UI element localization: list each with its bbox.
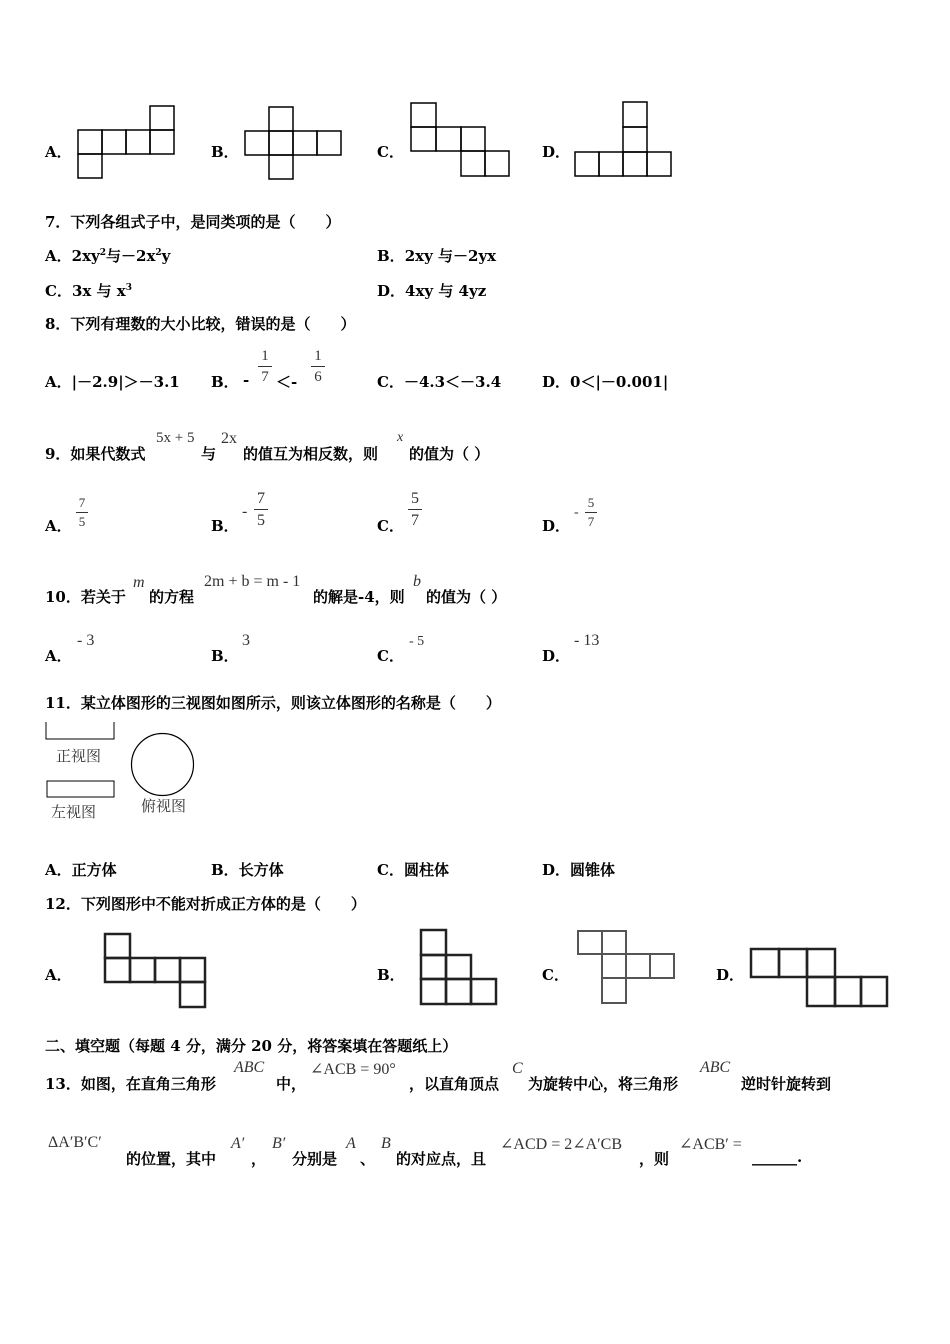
q12-stem: 12．下列图形中不能对折成正方体的是（ ）	[45, 895, 366, 913]
q10-stem-mid-2: 的解是-4，则	[313, 588, 405, 606]
q11-left-view-label: 左视图	[51, 803, 97, 821]
q11-left-view	[46, 780, 118, 800]
q10-option-b-label: B．	[211, 647, 239, 665]
q10-option-a-label: A．	[45, 647, 72, 665]
q11-top-view	[130, 732, 196, 798]
section-2-title: 二、填空题（每题 4 分，满分 20 分，将答案填在答题纸上）	[45, 1037, 458, 1055]
q11-option-c: C．圆柱体	[377, 861, 449, 879]
q8-option-b-label: B．	[211, 373, 239, 391]
q10-stem-end: 的值为（ ）	[426, 588, 507, 606]
q12-net-c	[576, 929, 680, 1007]
q13-point-b: B	[381, 1135, 391, 1152]
q13-separator: 、	[360, 1150, 376, 1168]
q9-option-d-sign: -	[574, 505, 579, 520]
q7-option-b: B．2xy 与－2yx	[377, 247, 497, 265]
q8-option-b-fraction-1: 1 7	[258, 348, 272, 385]
q11-stem: 11．某立体图形的三视图如图所示，则该立体图形的名称是（ ）	[45, 694, 501, 712]
q13-answer-blank[interactable]: ______.	[752, 1148, 803, 1166]
q9-option-c-label: C．	[377, 517, 404, 535]
q7-option-c: C．3x 与 $x^3$	[45, 282, 132, 300]
q10-option-c-value: - 5	[409, 634, 425, 649]
q10-var-b: b	[413, 573, 421, 590]
q9-expr-1: 5x + 5	[156, 430, 195, 446]
q6-option-a-label: A．	[45, 143, 72, 161]
q9-option-b-sign: -	[242, 503, 248, 520]
q9-option-b-fraction: 7 5	[254, 490, 268, 529]
q10-option-d-label: D．	[542, 647, 571, 665]
q13-text-6: 的位置，其中	[126, 1150, 217, 1168]
q6-net-b	[244, 106, 344, 182]
q13-b-prime: B′	[272, 1135, 286, 1152]
q12-option-d-label: D．	[716, 966, 745, 984]
q6-net-a	[78, 105, 178, 180]
q9-stem-start: 9．如果代数式	[45, 445, 146, 463]
q7-option-d: D．4xy 与 4yz	[377, 282, 487, 300]
q11-front-view	[45, 722, 117, 742]
q8-stem: 8．下列有理数的大小比较，错误的是（ ）	[45, 315, 356, 333]
q8-option-c: C．－4.3＜－3.4	[377, 373, 502, 391]
q9-option-a-fraction: 7 5	[76, 496, 88, 529]
q13-abc-1: ABC	[234, 1059, 265, 1076]
q13-text-2: 中，	[276, 1075, 307, 1093]
q13-point-c: C	[512, 1060, 523, 1077]
q12-net-a	[103, 932, 209, 1010]
q13-abc-2: ABC	[700, 1059, 731, 1076]
q9-var-x: x	[397, 430, 404, 445]
q12-option-b-label: B．	[377, 966, 405, 984]
q12-option-c-label: C．	[542, 966, 569, 984]
q13-point-a: A	[346, 1135, 356, 1152]
q13-text-1: 13．如图，在直角三角形	[45, 1075, 216, 1093]
q10-equation: 2m + b = m - 1	[204, 573, 301, 590]
q13-comma: ，	[251, 1150, 267, 1168]
q9-stem-end: 的值为（ ）	[409, 445, 490, 463]
q12-option-a-label: A．	[45, 966, 72, 984]
q10-option-a-value: - 3	[77, 632, 95, 649]
q9-stem-mid-1: 与	[201, 445, 217, 463]
q6-option-b-label: B．	[211, 143, 239, 161]
q6-net-c	[410, 102, 512, 180]
q10-stem-mid-1: 的方程	[149, 588, 195, 606]
q8-option-b-lt: ＜-	[276, 373, 298, 391]
q10-option-c-label: C．	[377, 647, 404, 665]
q11-option-b: B．长方体	[211, 861, 284, 879]
q9-stem-mid-2: 的值互为相反数，则	[243, 445, 379, 463]
q10-option-d-value: - 13	[574, 632, 600, 649]
q9-option-a-label: A．	[45, 517, 72, 535]
q8-option-a: A．|－2.9|＞－3.1	[45, 373, 180, 391]
q6-option-d-label: D．	[542, 143, 571, 161]
q11-front-view-label: 正视图	[56, 747, 102, 765]
q6-net-d	[575, 101, 675, 179]
q13-text-9: ，则	[639, 1150, 670, 1168]
q6-option-c-label: C．	[377, 143, 404, 161]
q7-stem: 7．下列各组式子中，是同类项的是（ ）	[45, 213, 341, 231]
q8-option-d: D．0＜|－0.001|	[542, 373, 669, 391]
q11-top-view-label: 俯视图	[141, 797, 187, 815]
q8-option-b-minus: -	[243, 371, 250, 389]
q10-stem-start: 10．若关于	[45, 588, 126, 606]
q9-option-d-fraction: 5 7	[585, 496, 597, 529]
q11-option-d: D．圆锥体	[542, 861, 616, 879]
q8-option-b-fraction-2: 1 6	[311, 348, 325, 385]
q7-option-a: A．$2xy^2$与$-2x^2y$	[45, 247, 171, 265]
q12-net-b	[419, 928, 501, 1008]
q9-option-d-label: D．	[542, 517, 571, 535]
q13-text-7: 分别是	[292, 1150, 338, 1168]
q13-text-4: 为旋转中心，将三角形	[528, 1075, 679, 1093]
q9-expr-2: 2x	[221, 430, 237, 447]
q13-text-8: 的对应点，且	[396, 1150, 487, 1168]
q10-var-m: m	[133, 574, 145, 591]
q13-angle-acb: ∠ACB = 90°	[310, 1061, 396, 1078]
q13-a-prime: A′	[231, 1135, 245, 1152]
q13-triangle-prime: ΔA′B′C′	[48, 1134, 102, 1151]
q12-net-d	[749, 947, 891, 1011]
q13-text-3: ，以直角顶点	[409, 1075, 500, 1093]
q9-option-b-label: B．	[211, 517, 239, 535]
q9-option-c-fraction: 5 7	[408, 490, 422, 529]
q11-option-a: A．正方体	[45, 861, 117, 879]
q13-text-5: 逆时针旋转到	[741, 1075, 832, 1093]
q13-target-angle: ∠ACB′ =	[679, 1136, 742, 1153]
q13-relation: ∠ACD = 2∠A′CB	[500, 1136, 623, 1153]
q10-option-b-value: 3	[242, 632, 250, 649]
